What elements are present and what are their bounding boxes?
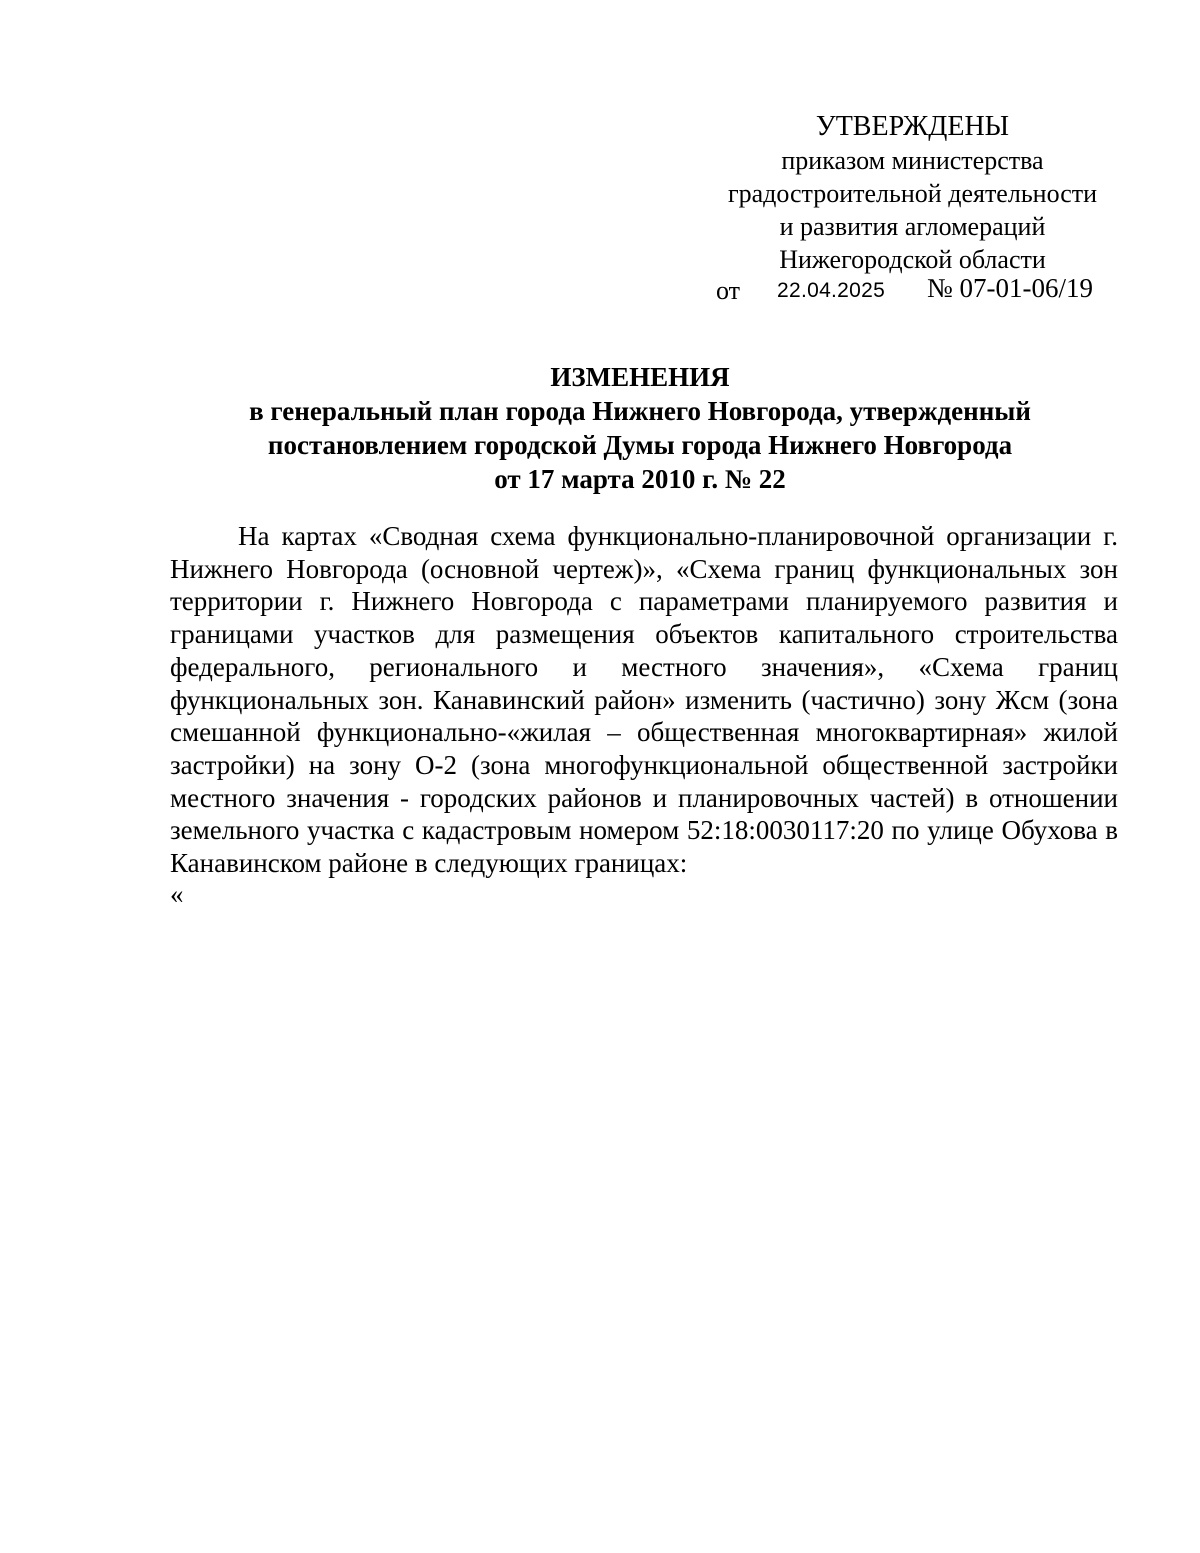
order-date: 22.04.2025 xyxy=(777,279,886,302)
approval-line-1: приказом министерства xyxy=(781,146,1044,175)
heading-line-2: постановлением городской Думы города Нижнего Новгорода xyxy=(267,430,1013,460)
order-from-label: от xyxy=(716,276,741,305)
approval-line-2: градостроительной деятельности xyxy=(727,179,1098,208)
approval-title: УТВЕРЖДЕНЫ xyxy=(815,111,1010,142)
approval-stamp-block xyxy=(700,110,1125,305)
approval-line-4: Нижегородской области xyxy=(779,245,1046,274)
order-number: № 07-01-06/19 xyxy=(927,273,1093,303)
body-paragraph: На картах «Сводная схема функционально-планировочной организации г. Нижнего Новгорода (основной чертеж)», «Схема границ функциональных зон территории г. Нижнего Новгорода с параметрами планируемого развития и границами участков для размещения объектов капитального строительства федерального, регионального и местного значения», «Схема границ функциональных зон. Канавинский район» изменить (частично) зону Жсм (зона смешанной функционально-«жилая – общественная многоквартирная» жилой застройки) на зону О-2 (зона многофункциональной общественной застройки местного значения - городских районов и планировочных частей) в отношении земельного участка с кадастровым номером 52:18:0030117:20 по улице Обухова в Канавинском районе в следующих границах: xyxy=(170,521,1118,879)
order-date-number-line xyxy=(700,272,1125,306)
approval-line-3: и развития агломераций xyxy=(779,212,1046,241)
document-heading xyxy=(160,360,1120,496)
heading-title: ИЗМЕНЕНИЯ xyxy=(550,362,730,392)
heading-line-1: в генеральный план города Нижнего Новгорода, утвержденный xyxy=(249,396,1031,426)
heading-line-3: от 17 марта 2010 г. № 22 xyxy=(494,464,786,494)
opening-quote-mark: « xyxy=(170,879,184,909)
